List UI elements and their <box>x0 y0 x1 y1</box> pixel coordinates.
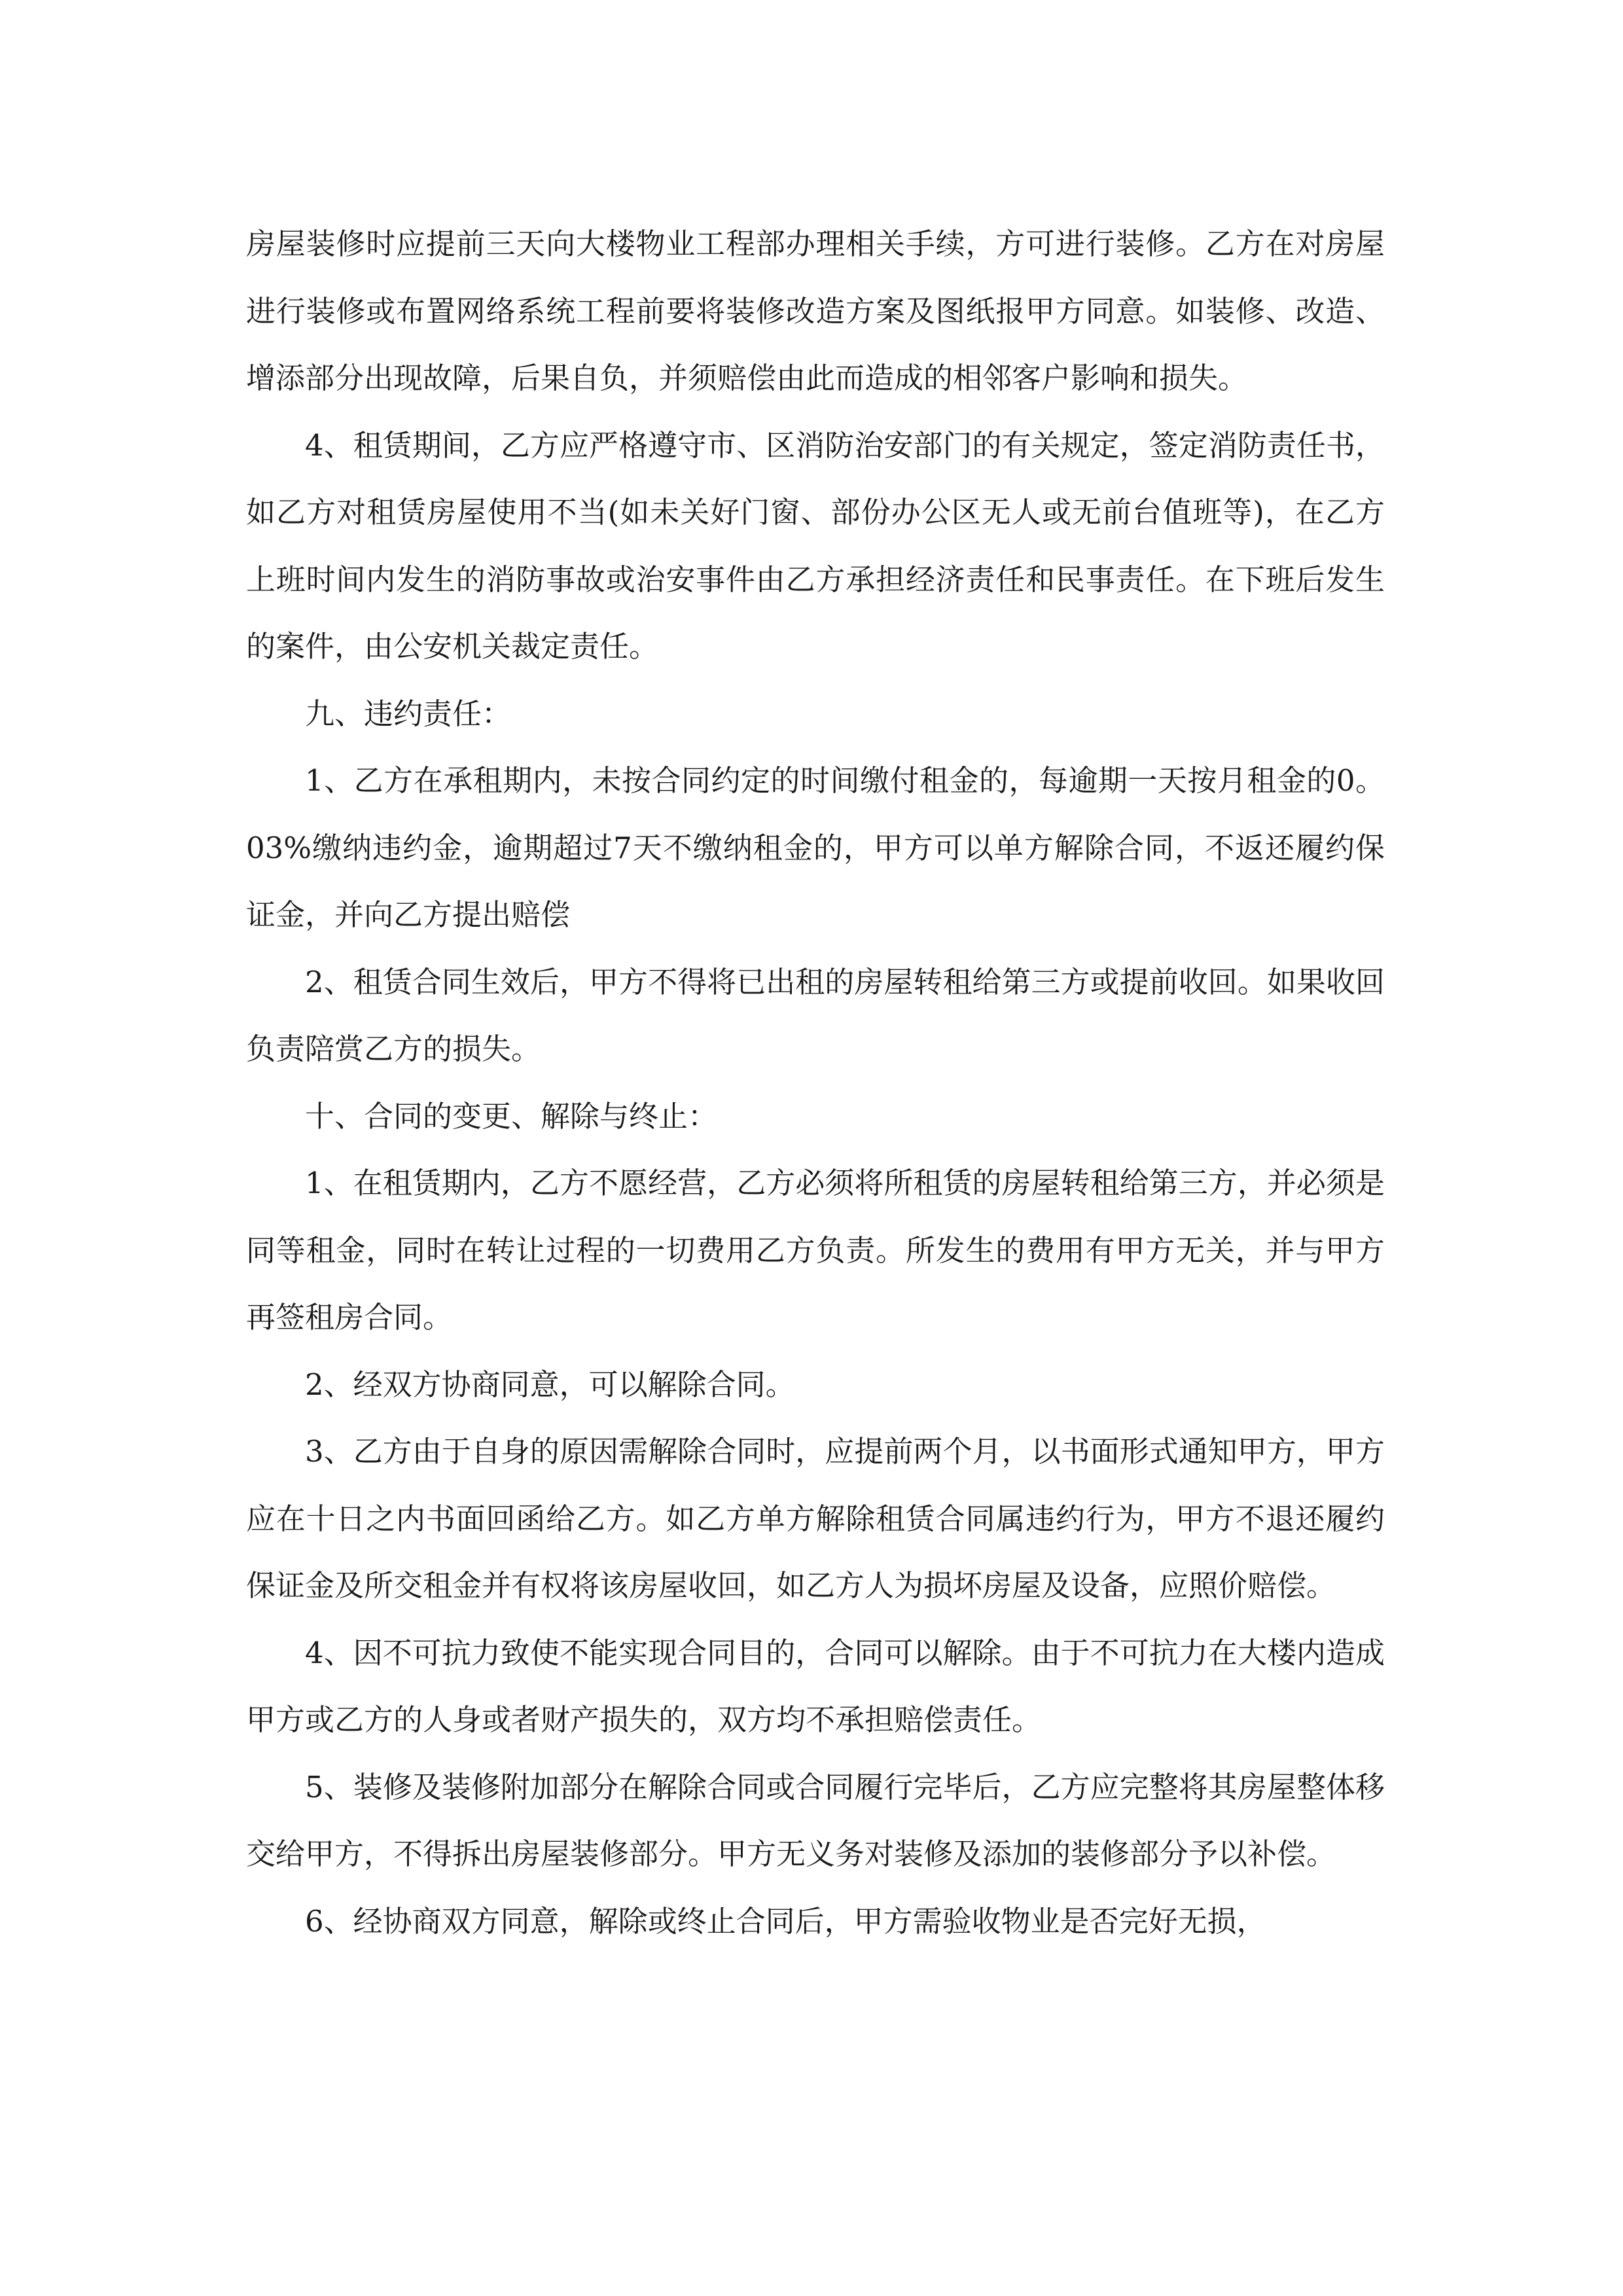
paragraph-early-termination: 3、乙方由于自身的原因需解除合同时，应提前两个月，以书面形式通知甲方，甲方应在十日之内书面回函给乙方。如乙方单方解除租赁合同属违约行为，甲方不退还履约保证金及所交租金并有权将该房屋收回，如乙方人为损坏房屋及设备，应照价赔偿。 <box>246 1434 1385 1603</box>
paragraph-force-majeure: 4、因不可抗力致使不能实现合同目的，合同可以解除。由于不可抗力在大楼内造成甲方或乙方的人身或者财产损失的，双方均不承担赔偿责任。 <box>246 1635 1385 1737</box>
paragraph-late-rent: 1、乙方在承租期内，未按合同约定的时间缴付租金的，每逾期一天按月租金的0。03%缴纳违约金，逾期超过7天不缴纳租金的，甲方可以单方解除合同，不返还履约保证金，并向乙方提出赔偿 <box>246 763 1385 932</box>
section-heading-breach: 九、违约责任： <box>305 696 512 731</box>
paragraph-renovation-handover: 5、装修及装修附加部分在解除合同或合同履行完毕后，乙方应完整将其房屋整体移交给甲方，不得拆出房屋装修部分。甲方无义务对装修及添加的装修部分予以补偿。 <box>246 1769 1385 1871</box>
paragraph-mutual-termination: 2、经双方协商同意，可以解除合同。 <box>305 1367 795 1402</box>
section-heading-termination: 十、合同的变更、解除与终止： <box>305 1098 718 1134</box>
paragraph-fire-safety: 4、租赁期间，乙方应严格遵守市、区消防治安部门的有关规定，签定消防责任书，如乙方对租赁房屋使用不当(如未关好门窗、部份办公区无人或无前台值班等)，在乙方上班时间内发生的消防事故或治安事件由乙方承担经济责任和民事责任。在下班后发生的案件，由公安机关裁定责任。 <box>246 427 1385 664</box>
paragraph-transfer-lease: 1、在租赁期内，乙方不愿经营，乙方必须将所租赁的房屋转租给第三方，并必须是同等租金，同时在转让过程的一切费用乙方负责。所发生的费用有甲方无关，并与甲方再签租房合同。 <box>246 1166 1385 1335</box>
paragraph-no-sublet-by-lessor: 2、租赁合同生效后，甲方不得将已出租的房屋转租给第三方或提前收回。如果收回负责陪赏乙方的损失。 <box>246 964 1385 1066</box>
document-body <box>246 211 1385 1955</box>
paragraph-property-inspection: 6、经协商双方同意，解除或终止合同后，甲方需验收物业是否完好无损， <box>305 1903 1266 1939</box>
paragraph-renovation-procedures: 房屋装修时应提前三天向大楼物业工程部办理相关手续，方可进行装修。乙方在对房屋进行装修或布置网络系统工程前要将装修改造方案及图纸报甲方同意。如装修、改造、增添部分出现故障，后果自负，并须赔偿由此而造成的相邻客户影响和损失。 <box>246 226 1385 395</box>
